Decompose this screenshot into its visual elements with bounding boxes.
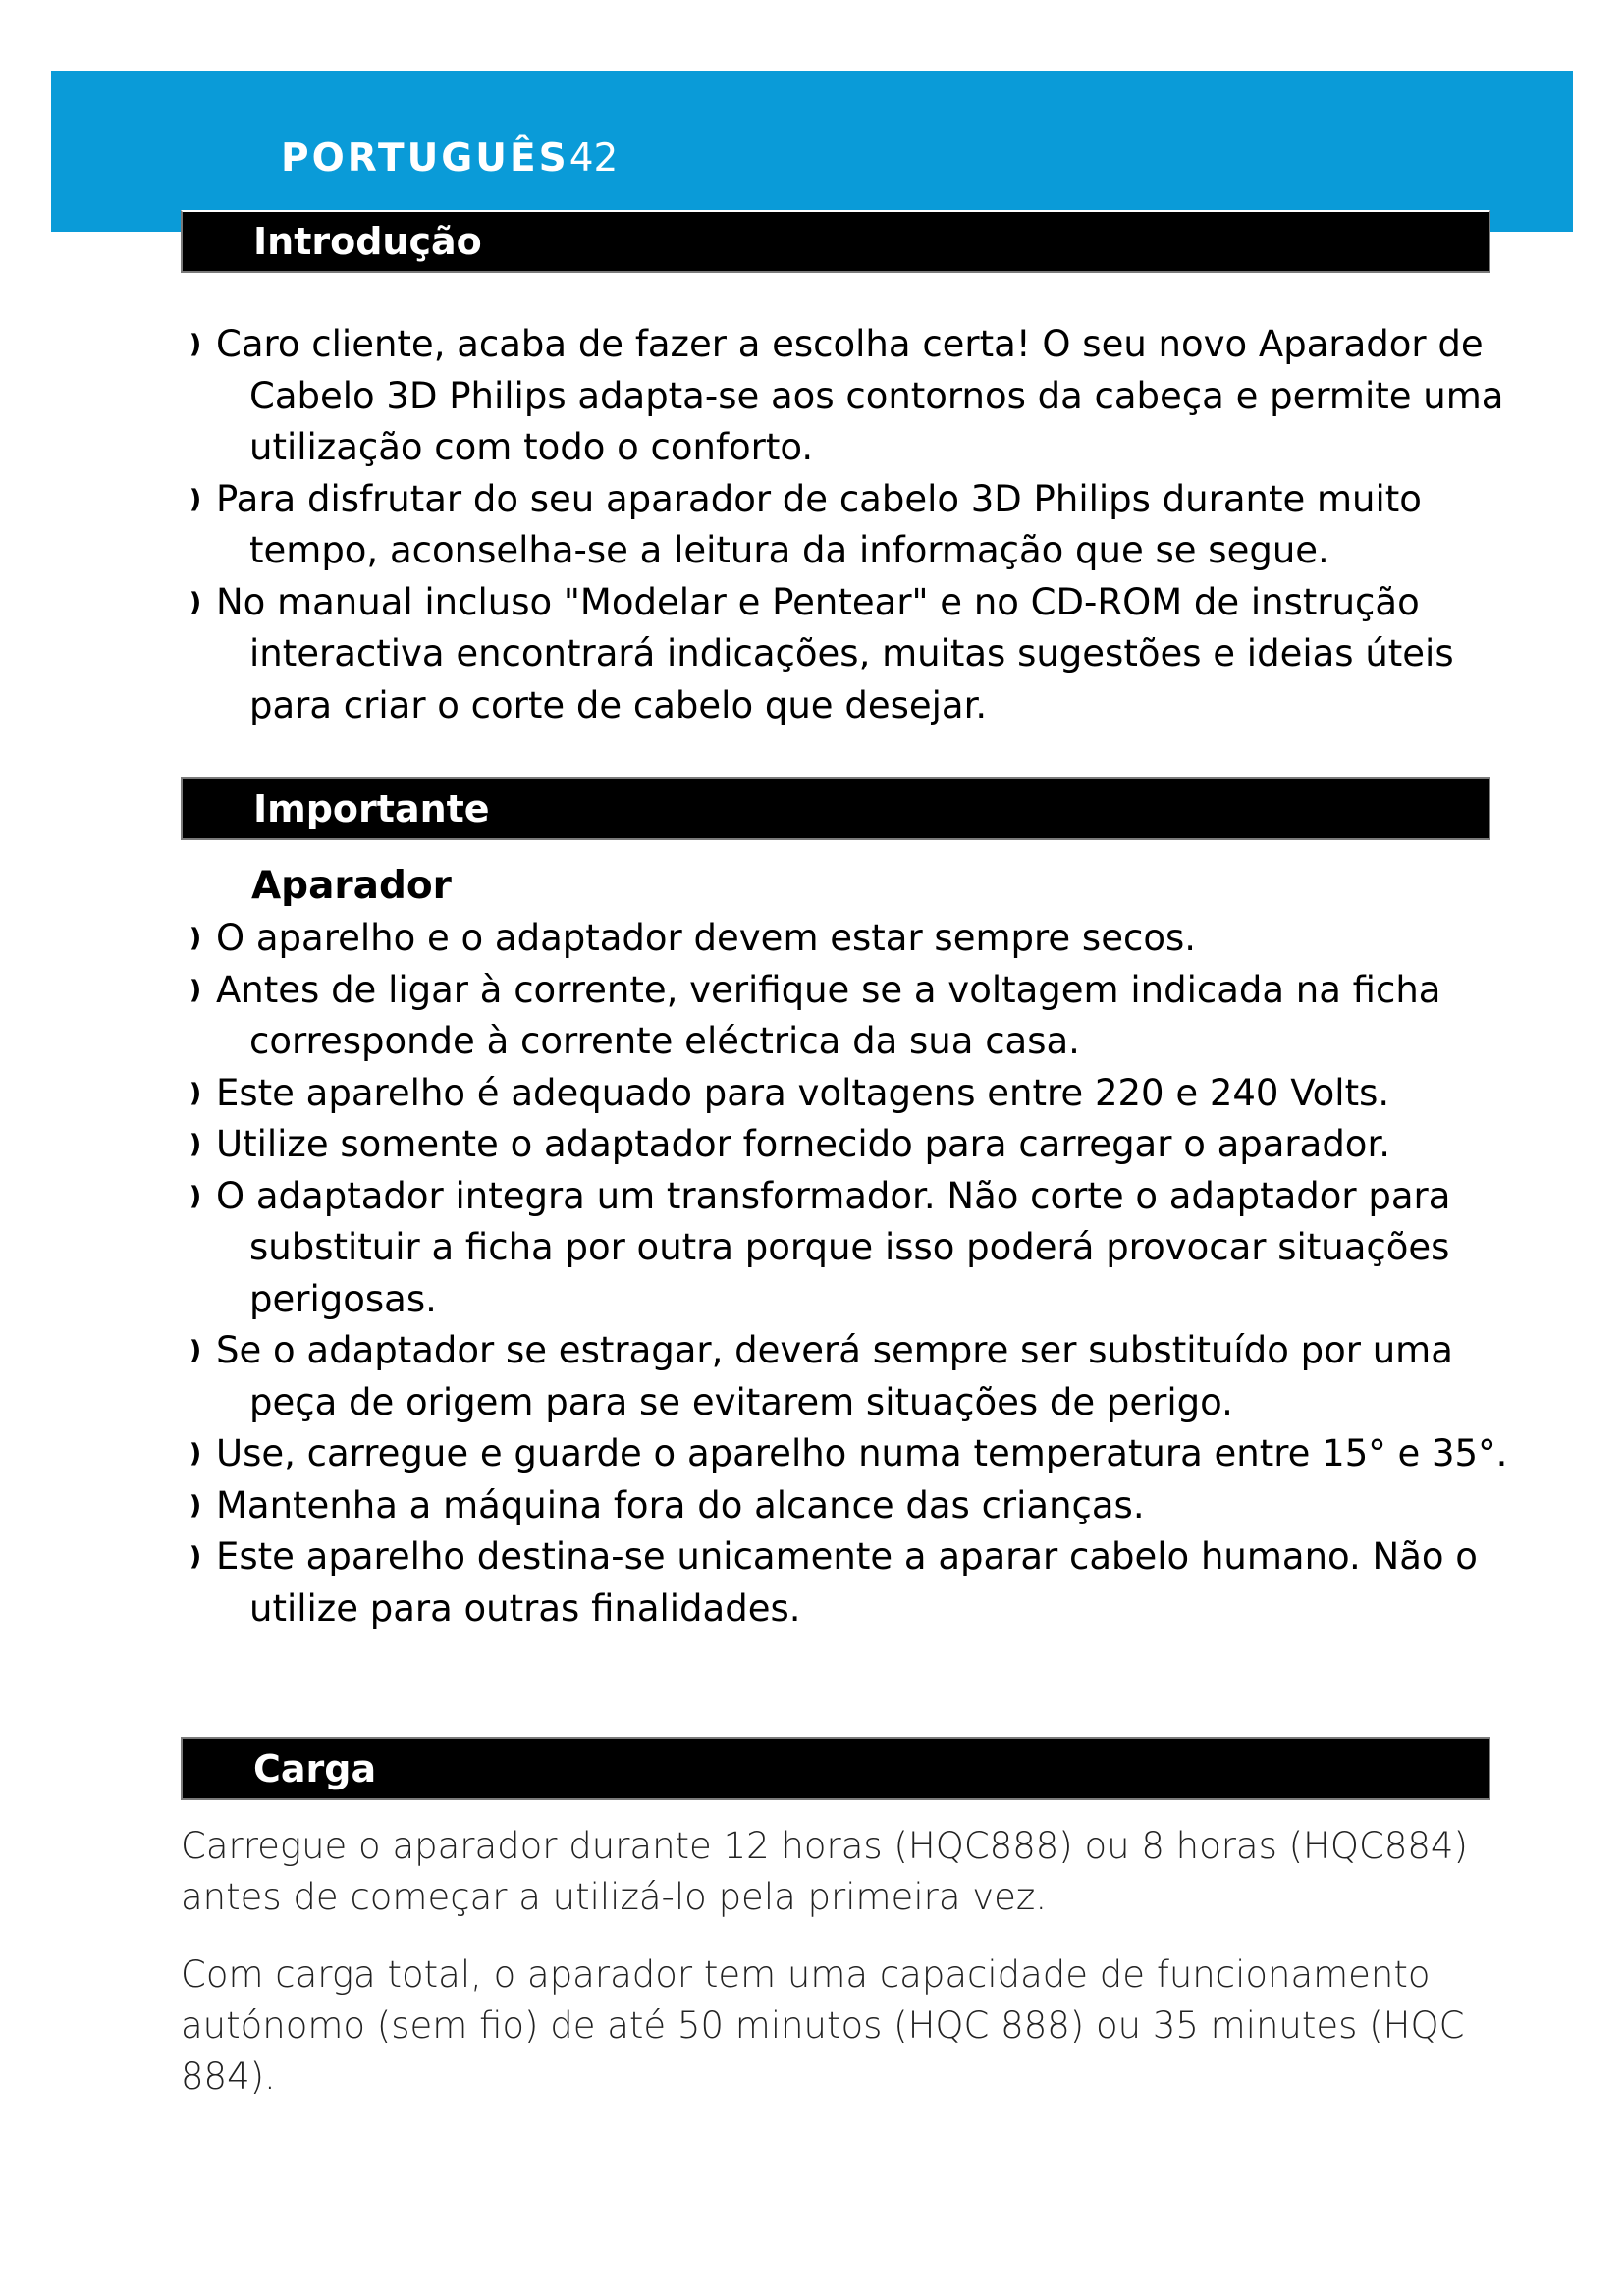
list-item xyxy=(185,965,1520,1068)
carga-paragraph-1: Carregue o aparador durante 12 horas (HQC888) ou 8 horas (HQC884) antes de começar a utilizá-lo pela primeira vez. xyxy=(181,1825,1468,1918)
list-item-text: Este aparelho destina-se unicamente a aparar cabelo humano. Não o utilize para outras finalidades. xyxy=(216,1535,1478,1629)
bullet-arrow-icon: ❫ xyxy=(185,1078,206,1108)
list-item-text: Para disfrutar do seu aparador de cabelo 3D Philips durante muito tempo, aconselha-se a leitura da informação que se segue. xyxy=(216,477,1422,571)
list-item xyxy=(185,1068,1520,1120)
list-item xyxy=(185,1531,1520,1634)
bullet-arrow-icon: ❫ xyxy=(185,1439,206,1468)
list-item-text: Use, carregue e guarde o aparelho numa temperatura entre 15° e 35°. xyxy=(216,1432,1508,1474)
bullet-arrow-icon: ❫ xyxy=(185,330,206,359)
list-item xyxy=(185,1325,1520,1428)
page-header xyxy=(281,135,618,183)
list-item-text: No manual incluso "Modelar e Pentear" e no CD-ROM de instrução interactiva encontrará indicações, muitas sugestões e ideias úteis para criar o corte de cabelo que desejar. xyxy=(216,580,1454,726)
list-item xyxy=(185,1480,1520,1532)
header-language: PORTUGUÊS xyxy=(281,136,569,181)
list-item-text: Caro cliente, acaba de fazer a escolha certa! O seu novo Aparador de Cabelo 3D Philips adapta-se aos contornos da cabeça e permite uma utilização com todo o conforto. xyxy=(216,323,1504,468)
list-item xyxy=(185,319,1520,474)
header-band xyxy=(51,71,1573,232)
list-item-text: Este aparelho é adequado para voltagens entre 220 e 240 Volts. xyxy=(216,1071,1390,1114)
list-item-text: Se o adaptador se estragar, deverá sempre ser substituído por uma peça de origem para se evitarem situações de perigo. xyxy=(216,1329,1453,1423)
section-title-importante: Importante xyxy=(253,787,490,830)
bullet-arrow-icon: ❫ xyxy=(185,1542,206,1572)
list-item-text: Antes de ligar à corrente, verifique se a voltagem indicada na ficha corresponde à corrente eléctrica da sua casa. xyxy=(216,968,1441,1062)
section-bar-carga xyxy=(181,1737,1490,1800)
page-number: 42 xyxy=(568,136,619,181)
section-bar-introducao xyxy=(181,210,1490,273)
list-item xyxy=(185,1171,1520,1326)
list-item-text: O adaptador integra um transformador. Não corte o adaptador para substituir a ficha por outra porque isso poderá provocar situações perigosas. xyxy=(216,1174,1451,1320)
intro-list xyxy=(185,319,1520,731)
list-item-text: Mantenha a máquina fora do alcance das crianças. xyxy=(216,1483,1145,1526)
list-item-text: Utilize somente o adaptador fornecido para carregar o aparador. xyxy=(216,1123,1391,1165)
subsection-title-aparador: Aparador xyxy=(251,864,452,908)
importante-list xyxy=(185,913,1520,1634)
list-item xyxy=(185,913,1520,965)
bullet-arrow-icon: ❫ xyxy=(185,1490,206,1521)
section-bar-importante xyxy=(181,777,1490,840)
list-item xyxy=(185,474,1520,577)
bullet-arrow-icon: ❫ xyxy=(185,587,206,617)
list-item xyxy=(185,1119,1520,1171)
list-item xyxy=(185,577,1520,732)
bullet-arrow-icon: ❫ xyxy=(185,975,206,1005)
bullet-arrow-icon: ❫ xyxy=(185,1181,206,1211)
bullet-arrow-icon: ❫ xyxy=(185,1130,206,1159)
bullet-arrow-icon: ❫ xyxy=(185,1336,206,1365)
list-item xyxy=(185,1428,1520,1480)
carga-paragraph-2: Com carga total, o aparador tem uma capacidade de funcionamento autónomo (sem fio) de até 50 minutos (HQC 888) ou 35 minutes (HQC 884). xyxy=(181,1953,1465,2098)
section-title-introducao: Introdução xyxy=(253,220,482,263)
section-title-carga: Carga xyxy=(253,1747,377,1790)
bullet-arrow-icon: ❫ xyxy=(185,484,206,514)
list-item-text: O aparelho e o adaptador devem estar sempre secos. xyxy=(216,917,1196,959)
bullet-arrow-icon: ❫ xyxy=(185,924,206,953)
